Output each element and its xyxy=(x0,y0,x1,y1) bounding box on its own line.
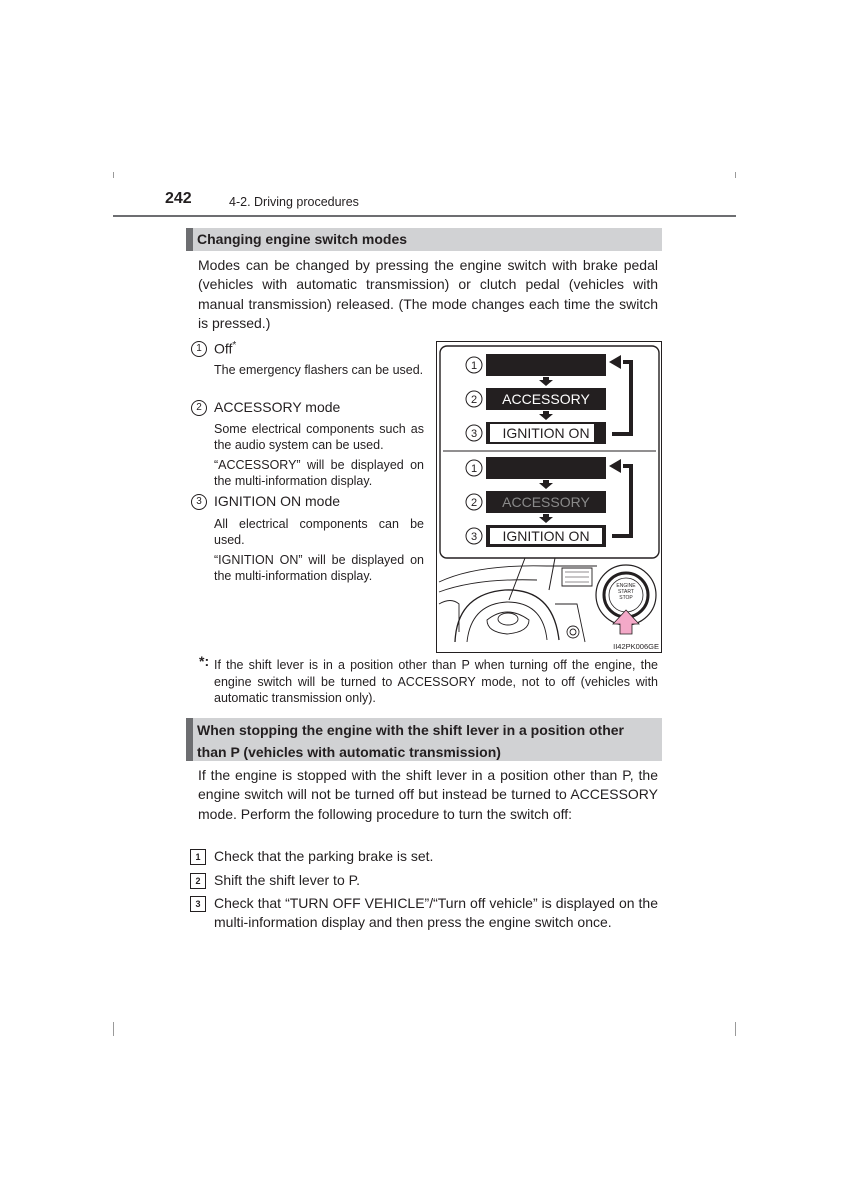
footnote-mark: *: xyxy=(199,653,210,669)
crop-mark xyxy=(735,1022,736,1036)
mode-number: 1 xyxy=(191,341,207,357)
section-title: Changing engine switch modes xyxy=(197,231,408,247)
button-text: ENGINE xyxy=(616,583,636,589)
mode-note: “ACCESSORY” will be displayed on the multi-information display. xyxy=(214,458,424,488)
figure-code: II42PK006GE xyxy=(613,642,659,651)
section-heading xyxy=(186,718,662,761)
cycle-arrow xyxy=(612,362,631,434)
footnote-mark: * xyxy=(232,340,237,351)
step-number: 3 xyxy=(470,531,478,543)
arrow-left-icon xyxy=(609,459,621,473)
page-number: 242 xyxy=(165,190,192,207)
arrow-left-icon xyxy=(609,355,621,369)
crop-mark xyxy=(113,1022,114,1036)
illustration-graphic xyxy=(437,342,662,653)
step-number: 1 xyxy=(470,463,478,475)
step-number: 2 xyxy=(470,497,478,509)
step-text: Shift the shift lever to P. xyxy=(214,872,361,888)
upper-mode-sequence xyxy=(466,354,631,444)
cycle-arrow xyxy=(612,466,631,536)
mode-note: The emergency flashers can be used. xyxy=(214,363,424,377)
mode-label: IGNITION ON mode xyxy=(214,493,341,509)
callout-pointer xyxy=(509,558,555,600)
button-text: STOP xyxy=(619,595,633,601)
engine-switch-illustration xyxy=(436,341,662,653)
section-heading xyxy=(186,228,662,251)
step-text: Check that the parking brake is set. xyxy=(214,848,434,864)
arrow-down-icon xyxy=(539,480,553,489)
mode-label xyxy=(214,340,236,357)
mode-number: 3 xyxy=(191,494,207,510)
display-text: ACCESSORY xyxy=(502,391,590,407)
display-off xyxy=(486,457,606,479)
mode-note: “IGNITION ON” will be displayed on the multi-information display. xyxy=(214,553,424,583)
section-title-line: When stopping the engine with the shift lever in a position other xyxy=(197,722,625,738)
arrow-down-icon xyxy=(539,514,553,523)
display-text: ACCESSORY xyxy=(502,494,590,510)
display-text: IGNITION ON xyxy=(502,425,590,441)
section-intro: If the engine is stopped with the shift lever in a position other than P, the engine switch will not be turned off but instead be turned to ACCESSORY mode. Perform the following procedure to turn the switch off: xyxy=(198,767,658,822)
mode-label-text: Off xyxy=(214,340,233,357)
step-number: 3 xyxy=(190,896,206,912)
section-intro: Modes can be changed by pressing the engine switch with brake pedal (vehicles with automatic transmission) or clutch pedal (vehicles with manual transmission) released. (The mode changes each time the switch is pressed.) xyxy=(198,257,658,331)
mode-label: ACCESSORY mode xyxy=(214,399,341,415)
step-number: 1 xyxy=(470,360,478,372)
step-number: 3 xyxy=(470,428,478,440)
arrow-down-icon xyxy=(539,377,553,386)
display-text: IGNITION ON xyxy=(502,528,590,544)
display-off xyxy=(486,354,606,376)
mode-note: All electrical components can be used. xyxy=(214,517,424,547)
footnote-text: If the shift lever is in a position other than P when turning off the engine, the engine switch will be turned to ACCESSORY mode, not to off (vehicles with automatic transmission only). xyxy=(214,658,658,706)
step-number: 2 xyxy=(190,873,206,889)
section-title-line: than P (vehicles with automatic transmission) xyxy=(197,744,501,760)
step-number: 1 xyxy=(190,849,206,865)
mode-number: 2 xyxy=(191,400,207,416)
step-number: 2 xyxy=(470,394,478,406)
mode-note: Some electrical components such as the audio system can be used. xyxy=(214,422,424,452)
lower-mode-sequence xyxy=(466,457,631,547)
crop-mark xyxy=(735,172,736,178)
step-text: Check that “TURN OFF VEHICLE”/“Turn off vehicle” is displayed on the multi-information display and then press the engine switch once. xyxy=(214,895,658,931)
crop-mark xyxy=(113,172,114,178)
button-text: START xyxy=(618,589,634,595)
breadcrumb: 4-2. Driving procedures xyxy=(229,195,359,209)
arrow-down-icon xyxy=(539,411,553,420)
header-rule xyxy=(113,215,736,217)
